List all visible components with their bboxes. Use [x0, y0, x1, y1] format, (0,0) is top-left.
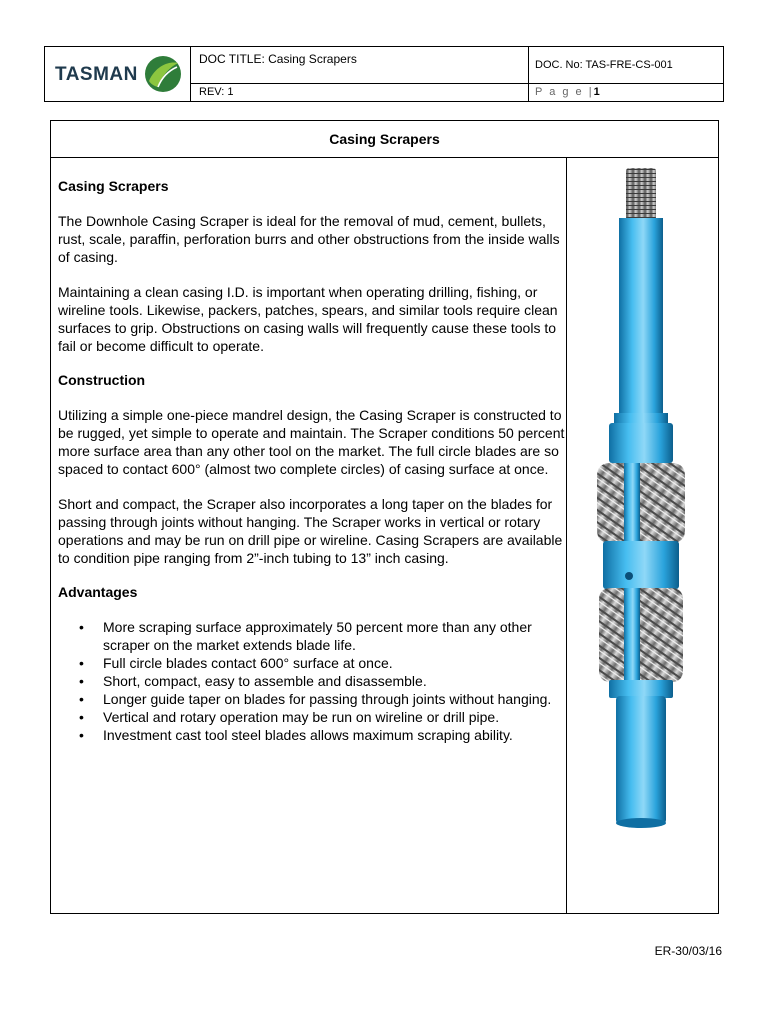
list-item: • Longer guide taper on blades for passing through joints without hanging.: [79, 691, 552, 707]
list-item: • Full circle blades contact 600° surface at once.: [79, 655, 393, 671]
advantages-list: [58, 618, 566, 744]
document-header: [44, 46, 724, 102]
image-column: [567, 158, 718, 913]
bullet-icon: •: [79, 619, 84, 635]
text-column: [51, 158, 567, 913]
tasman-leaf-logo-icon: [144, 55, 182, 93]
list-item: • Investment cast tool steel blades allows maximum scraping ability.: [79, 727, 513, 743]
page-indicator: [529, 84, 723, 101]
bullet-icon: •: [79, 655, 84, 671]
intro-paragraph-1: The Downhole Casing Scraper is ideal for the removal of mud, cement, bullets, rust, scale, paraffin, perforation burrs and other obstructions from the inside walls of casing.: [58, 213, 560, 265]
doc-title: DOC TITLE: Casing Scrapers: [191, 47, 529, 84]
content-table: [50, 120, 719, 914]
page-label: P a g e |: [535, 86, 594, 98]
company-logo-text: TASMAN: [55, 64, 138, 85]
bullet-icon: •: [79, 691, 84, 707]
doc-number: DOC. No: TAS-FRE-CS-001: [529, 47, 723, 84]
intro-heading: Casing Scrapers: [58, 178, 169, 194]
casing-scraper-tool-image: [567, 158, 718, 913]
construction-heading: Construction: [58, 372, 146, 388]
list-item: • Vertical and rotary operation may be run on wireline or drill pipe.: [79, 709, 500, 725]
bullet-icon: •: [79, 673, 84, 689]
revision: REV: 1: [191, 84, 529, 101]
bullet-icon: •: [79, 709, 84, 725]
construction-paragraph-2: Short and compact, the Scraper also incorporates a long taper on the blades for passing through joints without hanging. The Scraper works in vertical or rotary operations and may be run on drill pipe or wireline. Casing Scrapers are available to condition pipe ranging from 2”-inch tubing to 13” inch casing.: [58, 496, 563, 566]
list-item: • More scraping surface approximately 50 percent more than any other scraper on the market extends blade life.: [79, 619, 532, 653]
logo-cell: [45, 47, 191, 101]
advantages-heading: Advantages: [58, 584, 138, 600]
intro-paragraph-2: Maintaining a clean casing I.D. is important when operating drilling, fishing, or wireline tools. Likewise, packers, patches, spears, and similar tools require clean surfaces to grip. Obstructions on casing walls will frequently cause these tools to fail or become difficult to operate.: [58, 284, 558, 354]
list-item: • Short, compact, easy to assemble and disassemble.: [79, 673, 427, 689]
table-title: Casing Scrapers: [51, 121, 718, 158]
page-number: 1: [593, 86, 600, 98]
bullet-icon: •: [79, 727, 84, 743]
construction-paragraph-1: Utilizing a simple one-piece mandrel design, the Casing Scraper is constructed to be rugged, yet simple to operate and maintain. The Scraper conditions 50 percent more surface area than any other tool on the market. The full circle blades are so spaced to contact 600° (almost two complete circles) of casing surface at once.: [58, 407, 565, 477]
footer-code: ER-30/03/16: [654, 944, 722, 958]
